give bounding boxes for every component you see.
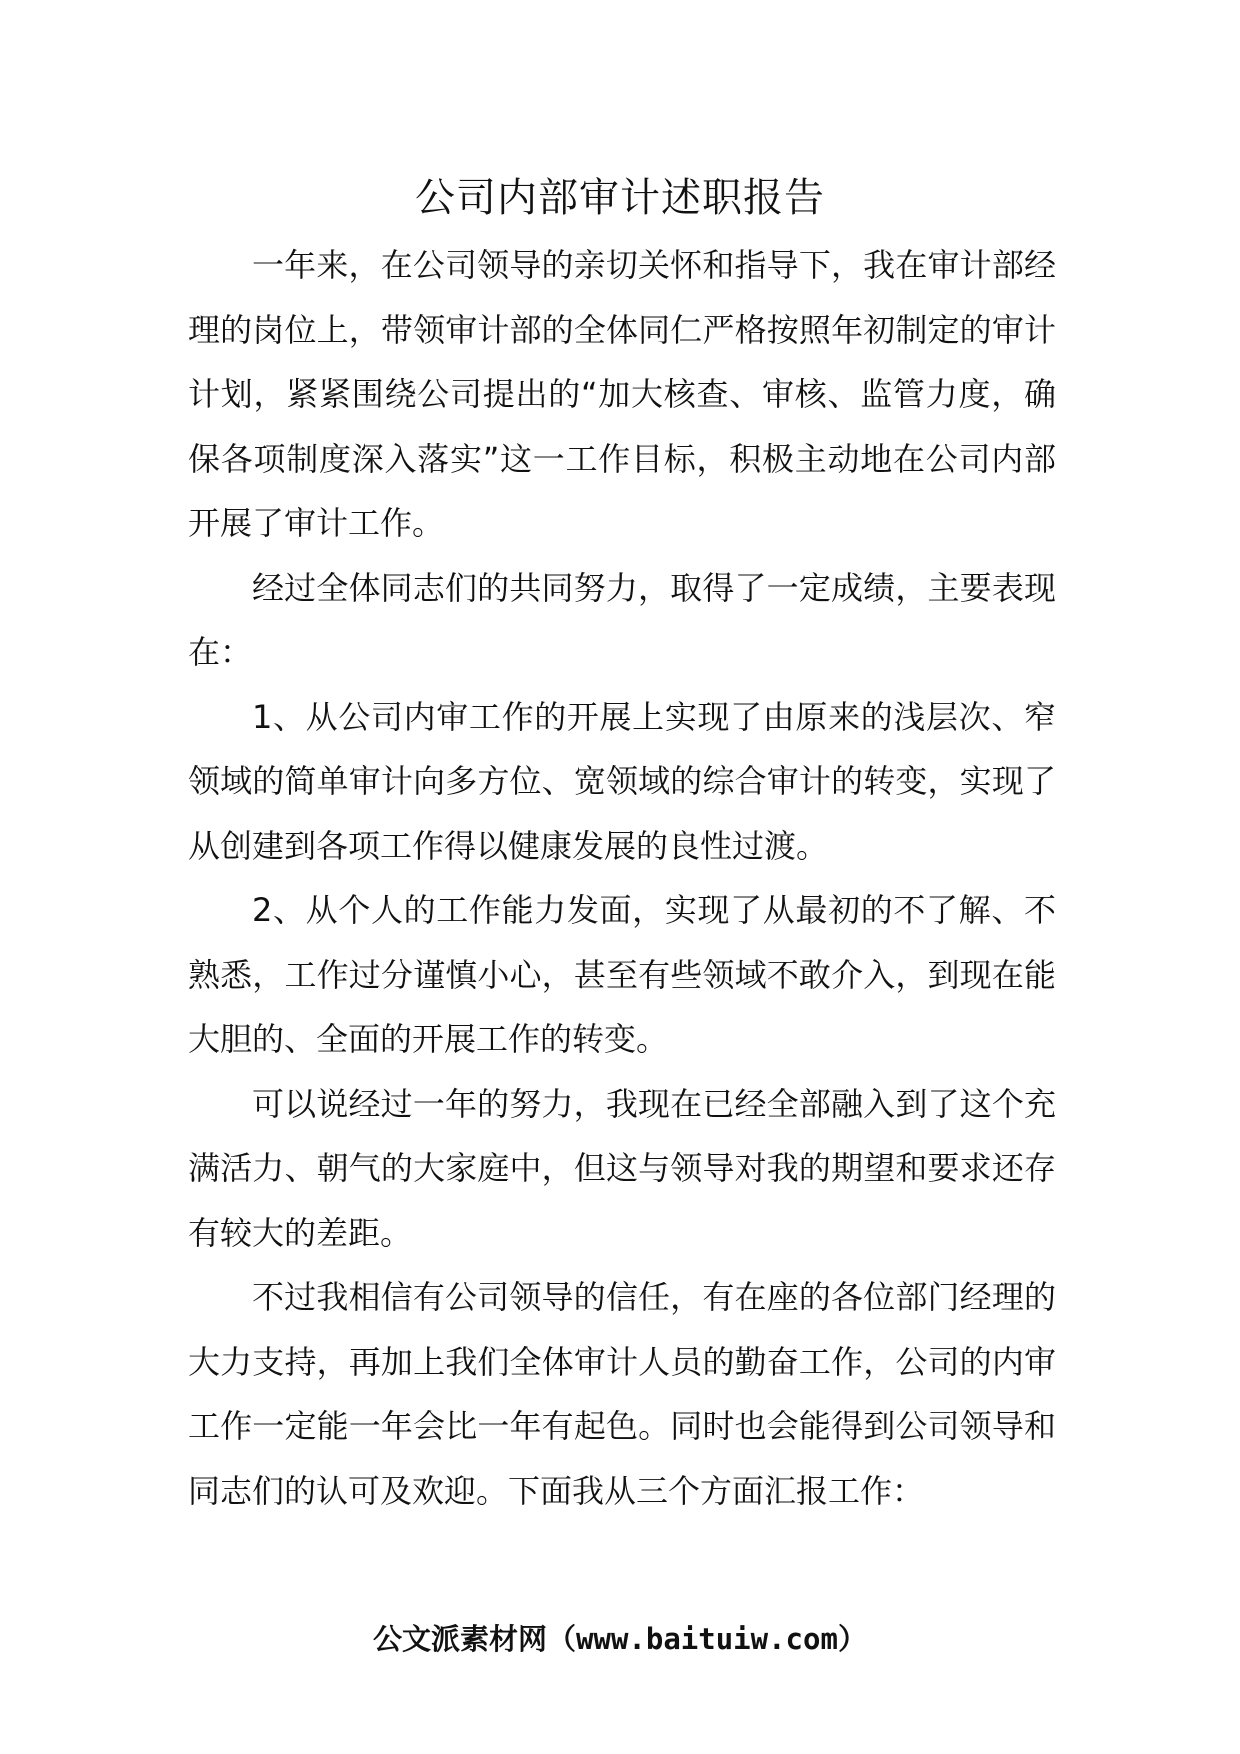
document-body <box>188 233 1056 1523</box>
paragraph-achievements: 经过全体同志们的共同努力，取得了一定成绩，主要表现在： <box>188 568 1056 671</box>
footer-url[interactable]: （www.baituiw.com） <box>547 1622 867 1656</box>
paragraph-intro: 一年来，在公司领导的亲切关怀和指导下，我在审计部经理的岗位上，带领审计部的全体同仁严格按照年初制定的审计计划，紧紧围绕公司提出的“加大核查、审核、监管力度，确保各项制度深入落实”这一工作目标，积极主动地在公司内部开展了审计工作。 <box>188 246 1056 542</box>
footer-watermark <box>0 1615 1240 1663</box>
document-title: 公司内部审计述职报告 <box>415 175 825 221</box>
paragraph-outlook: 不过我相信有公司领导的信任，有在座的各位部门经理的大力支持，再加上我们全体审计人员的勤奋工作，公司的内审工作一定能一年会比一年有起色。同时也会能得到公司领导和同志们的认可及欢迎。下面我从三个方面汇报工作： <box>188 1278 1056 1510</box>
paragraph-item-2: 2、从个人的工作能力发面，实现了从最初的不了解、不熟悉，工作过分谨慎小心，甚至有些领域不敢介入，到现在能大胆的、全面的开展工作的转变。 <box>188 891 1056 1058</box>
footer-site-name: 公文派素材网 <box>373 1622 548 1656</box>
paragraph-reflection: 可以说经过一年的努力，我现在已经全部融入到了这个充满活力、朝气的大家庭中，但这与领导对我的期望和要求还存有较大的差距。 <box>188 1084 1056 1252</box>
paragraph-item-1: 1、从公司内审工作的开展上实现了由原来的浅层次、窄领域的简单审计向多方位、宽领域的综合审计的转变，实现了从创建到各项工作得以健康发展的良性过渡。 <box>188 697 1056 865</box>
